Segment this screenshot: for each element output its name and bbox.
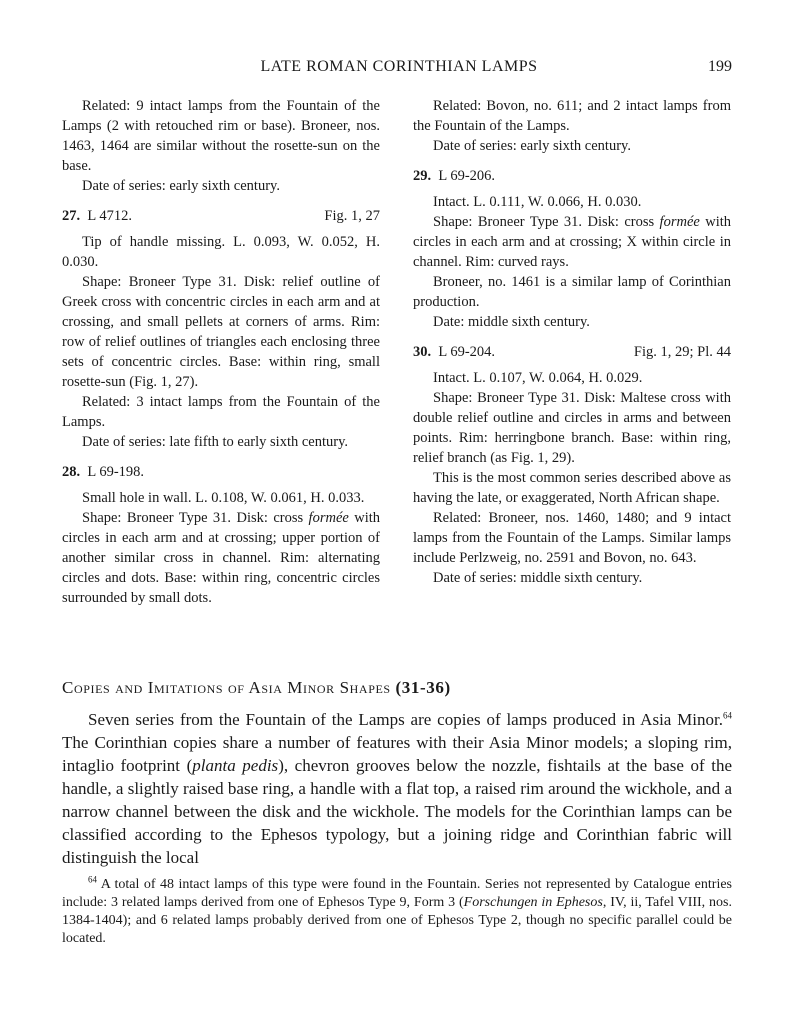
entry-27-figure-ref: Fig. 1, 27 bbox=[324, 208, 380, 224]
entry-27-date: Date of series: late fifth to early sixth century. bbox=[82, 434, 349, 450]
page-header bbox=[0, 58, 798, 82]
entry-27-number: 27. bbox=[62, 208, 81, 224]
footnote-64: $^{64}$ A total of 48 intact lamps of this type were found in the Fountain. Series not represented by Catalogue entries include: 3 related lamps derived from one of Ephesos Type 9, Form 3 (Forschungen in Ephesos, IV, ii, Tafel VIII, nos. 1384-1404); and 6 related lamps probably derived from one of Ephesos Type 2, though no specific parallel could be located. bbox=[62, 874, 733, 946]
entry-28-number: 28. bbox=[62, 464, 81, 480]
page-number: 199 bbox=[708, 58, 732, 75]
entry-28-condition: Small hole in wall. L. 0.108, W. 0.061, H. 0.033. bbox=[82, 490, 365, 506]
entry-29-heading bbox=[413, 166, 731, 186]
entry-30-date: Date of series: middle sixth century. bbox=[433, 570, 643, 586]
entry-28-heading bbox=[62, 462, 380, 482]
entry-27-heading bbox=[62, 206, 380, 226]
entry-29-inventory: L 69-206. bbox=[438, 168, 496, 184]
running-title: LATE ROMAN CORINTHIAN LAMPS bbox=[260, 58, 538, 75]
section-title: Copies and Imitations of Asia Minor Shapes bbox=[62, 678, 391, 697]
entry-30-heading bbox=[413, 342, 731, 362]
entry-29-condition: Intact. L. 0.111, W. 0.066, H. 0.030. bbox=[433, 194, 642, 210]
entry-28-shape: Shape: Broneer Type 31. Disk: cross formée with circles in each arm and at crossing; upper portion of another similar cross in channel. Rim: alternating circles and dots. Base: within ring, concentric circles surrounded by small dots. bbox=[62, 510, 381, 606]
entry-27-shape: Shape: Broneer Type 31. Disk: relief outline of Greek cross with concentric circles in each arm and at crossing, and small pellets at corners of arms. Rim: row of relief outlines of triangles each enclosing three sets of concentric circles. Base: within ring, small rosette-sun (Fig. 1, 27). bbox=[62, 274, 380, 390]
intro-related-left: Related: 9 intact lamps from the Fountain of the Lamps (2 with retouched rim or base). Broneer, nos. 1463, 1464 are similar without the rosette-sun on the base. bbox=[62, 98, 380, 174]
section-paragraph: Seven series from the Fountain of the Lamps are copies of lamps produced in Asia Minor.$^{64}$ The Corinthian copies share a number of features with their Asia Minor models; a sloping rim, intaglio footprint (planta pedis), chevron grooves below the nozzle, fishtails at the base of the handle, a slightly raised base ring, a handle with a flat top, a raised rim around the wickhole, and a narrow channel between the disk and the wickhole. The models for the Corinthian lamps can be classified according to the Ephesos typology, but a joining ridge and Corinthian fabric will distinguish the local bbox=[62, 710, 732, 867]
entry-30-condition: Intact. L. 0.107, W. 0.064, H. 0.029. bbox=[433, 370, 643, 386]
entry-30-number: 30. bbox=[413, 344, 432, 360]
footnote-ref-64: 64 bbox=[723, 710, 732, 721]
left-column bbox=[62, 96, 380, 608]
entry-27-related: Related: 3 intact lamps from the Fountain of the Lamps. bbox=[62, 394, 380, 430]
section-range: (31-36) bbox=[395, 678, 451, 697]
entry-27-inventory: L 4712. bbox=[87, 208, 132, 224]
section-heading bbox=[62, 678, 732, 698]
entry-30-inventory: L 69-204. bbox=[438, 344, 496, 360]
right-column bbox=[413, 96, 731, 588]
intro-date-right: Date of series: early sixth century. bbox=[433, 138, 631, 154]
entry-30-figure-ref: Fig. 1, 29; Pl. 44 bbox=[633, 344, 731, 360]
entry-30-common: This is the most common series described above as having the late, or exaggerated, North African shape. bbox=[413, 470, 731, 506]
entry-30-shape: Shape: Broneer Type 31. Disk: Maltese cross with double relief outline and circles in arms and between points. Rim: herringbone branch. Base: within ring, relief branch (as Fig. 1, 29). bbox=[413, 390, 731, 466]
intro-date-left: Date of series: early sixth century. bbox=[82, 178, 280, 194]
entry-30-related: Related: Broneer, nos. 1460, 1480; and 9 intact lamps from the Fountain of the Lamps. Similar lamps include Perlzweig, no. 2591 and Bovon, no. 643. bbox=[413, 510, 731, 566]
entry-29-date: Date: middle sixth century. bbox=[433, 314, 590, 330]
entry-29-number: 29. bbox=[413, 168, 432, 184]
entry-27-condition: Tip of handle missing. L. 0.093, W. 0.052, H. 0.030. bbox=[62, 234, 380, 270]
entry-28-inventory: L 69-198. bbox=[87, 464, 145, 480]
section-body bbox=[62, 708, 732, 869]
intro-related-right: Related: Bovon, no. 611; and 2 intact lamps from the Fountain of the Lamps. bbox=[413, 98, 731, 134]
footnote-mark: 64 bbox=[88, 874, 97, 885]
entry-29-shape: Shape: Broneer Type 31. Disk: cross formée with circles in each arm and at crossing; X within circle in channel. Rim: curved rays. bbox=[413, 214, 732, 270]
entry-29-related: Broneer, no. 1461 is a similar lamp of Corinthian production. bbox=[413, 274, 731, 310]
